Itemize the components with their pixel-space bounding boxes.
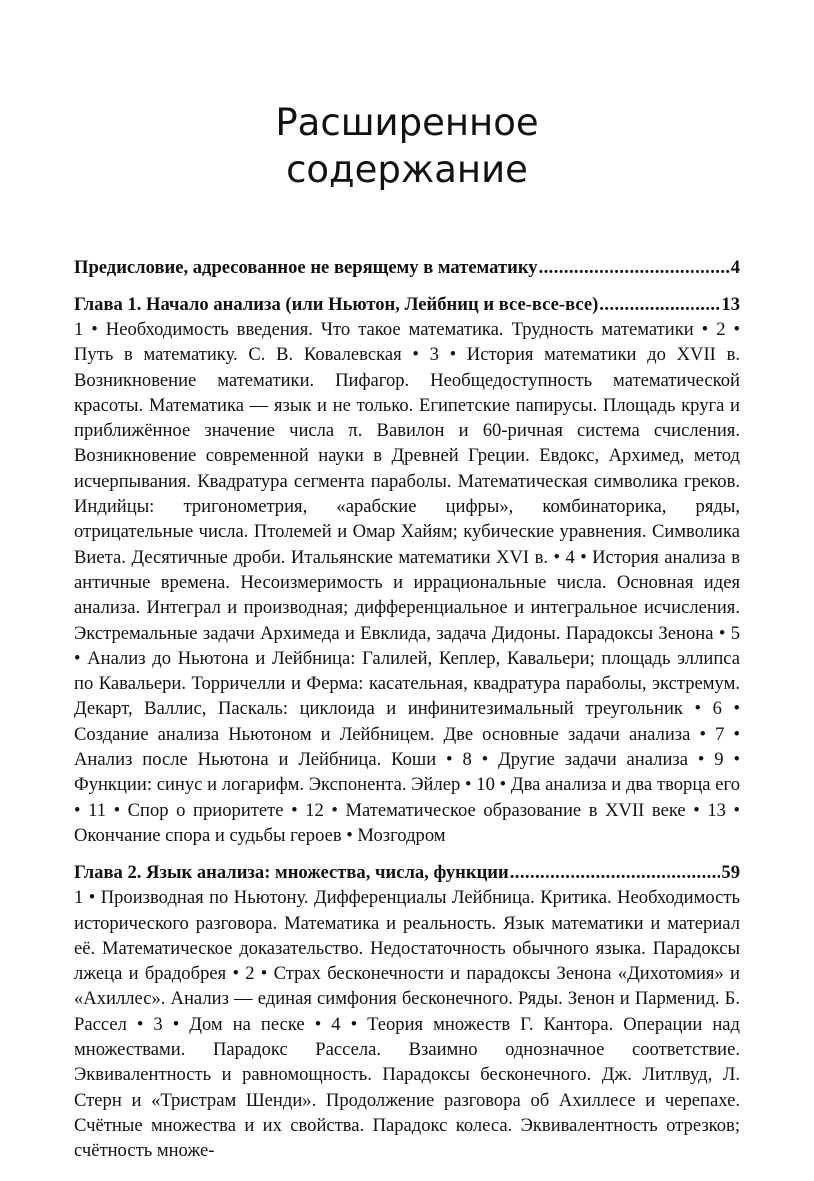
toc-entry-heading [74,292,740,317]
toc-entry-heading [74,860,740,885]
dot-leader [510,860,721,885]
toc-entry-summary: 1 • Необходимость введения. Что такое математика. Трудность математики • 2 • Путь в математику. С. В. Ковалевская • 3 • История математики до XVII в. Возникновение математики. Пифагор. Необщедоступность математической красоты. Математика — язык и не только. Египетские папирусы. Площадь круга и приближённое значение числа π. Вавилон и 60-ричная система счисления. Возникновение современной науки в Древней Греции. Евдокс, Архимед, метод исчерпывания. Квадратура сегмента параболы. Математическая символика греков. Индийцы: тригонометрия, «арабские цифры», комбинаторика, ряды, отрицательные числа. Птолемей и Омар Хайям; кубические уравнения. Символика Виета. Десятичные дроби. Итальянские математики XVI в. • 4 • История анализа в античные времена. Несоизмеримость и иррациональные числа. Основная идея анализа. Интеграл и производная; дифференциальное и интегральное исчисления. Экстремальные задачи Архимеда и Евклида, задача Дидоны. Парадоксы Зенона • 5 • Анализ до Ньютона и Лейбница: Галилей, Кеплер, Кавальери; площадь эллипса по Кавальери. Торричелли и Ферма: касательная, квадратура параболы, экстремум. Декарт, Валлис, Паскаль: циклоида и инфинитезимальный треугольник • 6 • Создание анализа Ньютоном и Лейбницем. Две основные задачи анализа • 7 • Анализ после Ньютона и Лейбница. Коши • 8 • Другие задачи анализа • 9 • Функции: синус и логарифм. Экспонента. Эйлер • 10 • Два анализа и два творца его • 11 • Спор о приоритете • 12 • Математическое образование в XVII веке • 13 • Окончание спора и судьбы героев • Мозгодром [74,319,740,846]
toc-entry-title: Глава 1. Начало анализа (или Ньютон, Лейбниц и все-все-все) [74,294,599,315]
page-title [0,99,814,193]
toc-entry-preface [74,255,740,280]
toc-entry-chapter-1 [74,292,740,848]
toc-entry-heading [74,255,740,280]
toc-entry-summary: 1 • Производная по Ньютону. Дифференциалы Лейбница. Критика. Необходимость исторического разговора. Математика и реальность. Язык математики и материал её. Математическое доказательство. Недостаточность обычного языка. Парадоксы лжеца и брадобрея • 2 • Страх бесконечности и парадоксы Зенона «Дихотомия» и «Ахиллес». Анализ — единая симфония бесконечного. Ряды. Зенон и Парменид. Б. Рассел • 3 • Дом на песке • 4 • Теория множеств Г. Кантора. Операции над множествами. Парадокс Рассела. Взаимно однозначное соответствие. Эквивалентность и равномощность. Парадоксы бесконечного. Дж. Литлвуд, Л. Стерн и «Тристрам Шенди». Продолжение разговора об Ахиллесе и черепахе. Счётные множества и их свойства. Парадокс колеса. Эквивалентность отрезков; счётность множе- [74,887,740,1162]
page-title-line-2: содержание [286,147,528,191]
dot-leader [539,255,730,280]
toc-entry-page-number: 59 [721,862,740,884]
dot-leader [599,292,720,317]
toc-entry-chapter-2 [74,860,740,1163]
toc-entry-page-number: 13 [721,294,740,315]
page-title-line-1: Расширенное [275,100,539,144]
toc-entry-title: Глава 2. Язык анализа: множества, числа, функции [74,862,509,884]
table-of-contents [74,255,740,1176]
toc-entry-page-number: 4 [730,257,740,278]
toc-entry-title: Предисловие, адресованное не верящему в математику [74,257,538,278]
